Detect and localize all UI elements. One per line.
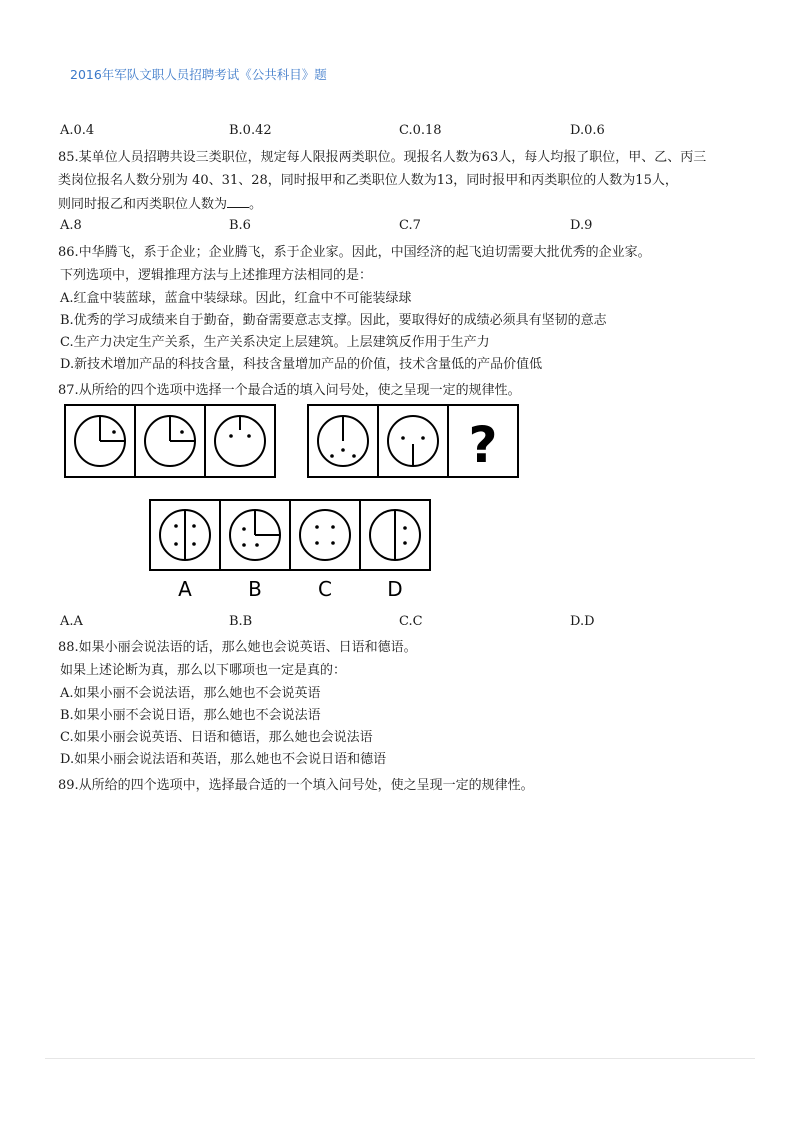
- q87-label-a: A: [178, 577, 192, 601]
- q86-option-a[interactable]: A.红盒中装蓝球，蓝盒中装绿球。因此，红盒中不可能装绿球: [60, 291, 412, 306]
- q88-option-c[interactable]: C.如果小丽会说英语、日语和德语，那么她也会说法语: [60, 730, 373, 745]
- q87-question-figure: [60, 400, 530, 482]
- q88-option-a[interactable]: A.如果小丽不会说法语，那么她也不会说英语: [60, 686, 321, 701]
- q87-options-figure: [145, 495, 435, 605]
- q85-option-b[interactable]: B.6: [229, 218, 251, 233]
- q88-option-b[interactable]: B.如果小丽不会说日语，那么她也不会说法语: [60, 708, 321, 723]
- q87-label-b: B: [248, 577, 262, 601]
- q87-option-a[interactable]: A.A: [60, 614, 83, 629]
- q85-option-d[interactable]: D.9: [570, 218, 593, 233]
- footer-divider: [45, 1058, 755, 1059]
- q88-stem-line1: 88.如果小丽会说法语的话，那么她也会说英语、日语和德语。: [58, 640, 417, 655]
- q86-option-c[interactable]: C.生产力决定生产关系，生产关系决定上层建筑。上层建筑反作用于生产力: [60, 335, 490, 350]
- question-mark: ?: [468, 416, 498, 474]
- answer-blank: [227, 194, 249, 208]
- q84-option-d[interactable]: D.0.6: [570, 123, 605, 138]
- q84-option-c[interactable]: C.0.18: [399, 123, 442, 138]
- q85-option-a[interactable]: A.8: [60, 218, 82, 233]
- q86-option-b[interactable]: B.优秀的学习成绩来自于勤奋，勤奋需要意志支撑。因此，要取得好的成绩必须具有坚韧的意志: [60, 313, 607, 328]
- q84-option-a[interactable]: A.0.4: [60, 123, 95, 138]
- q85-option-c[interactable]: C.7: [399, 218, 421, 233]
- page-header-title: 2016年军队文职人员招聘考试《公共科目》题: [70, 67, 327, 82]
- q85-stem-line2: 类岗位报名人数分别为 40、31、28，同时报甲和乙类职位人数为13，同时报甲和丙类职位的人数为15人，: [58, 173, 678, 188]
- q88-stem-line2: 如果上述论断为真，那么以下哪项也一定是真的：: [60, 663, 347, 678]
- q88-option-d[interactable]: D.如果小丽会说法语和英语，那么她也不会说日语和德语: [60, 752, 387, 767]
- q87-label-c: C: [318, 577, 332, 601]
- q87-label-d: D: [387, 577, 403, 601]
- q84-option-b[interactable]: B.0.42: [229, 123, 272, 138]
- q89-stem-line1: 89.从所给的四个选项中，选择最合适的一个填入问号处，使之呈现一定的规律性。: [58, 778, 534, 793]
- q87-option-b[interactable]: B.B: [229, 614, 253, 629]
- q85-stem-line3: 则同时报乙和丙类职位人数为 。: [58, 194, 262, 214]
- q86-stem-line1: 86.中华腾飞，系于企业；企业腾飞，系于企业家。因此，中国经济的起飞迫切需要大批优秀的企业家。: [58, 245, 651, 260]
- q86-option-d[interactable]: D.新技术增加产品的科技含量，科技含量增加产品的价值，技术含量低的产品价值低: [60, 357, 543, 372]
- q86-stem-line2: 下列选项中，逻辑推理方法与上述推理方法相同的是：: [60, 268, 373, 283]
- q85-stem-line1: 85.某单位人员招聘共设三类职位，规定每人限报两类职位。现报名人数为63人，每人均报了职位，甲、乙、丙三: [58, 150, 707, 165]
- q87-option-d[interactable]: D.D: [570, 614, 595, 629]
- q87-option-c[interactable]: C.C: [399, 614, 423, 629]
- q87-stem-line1: 87.从所给的四个选项中选择一个最合适的填入问号处，使之呈现一定的规律性。: [58, 383, 521, 398]
